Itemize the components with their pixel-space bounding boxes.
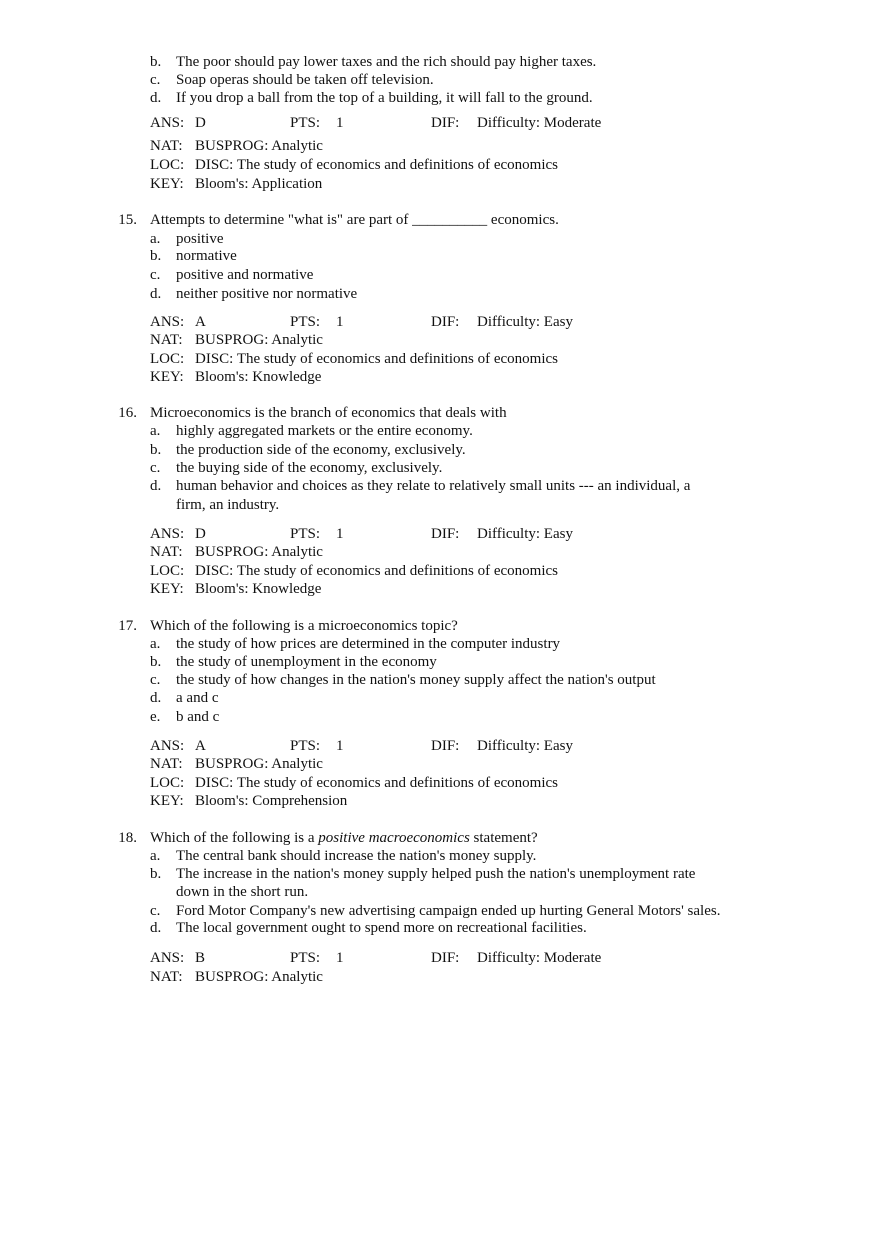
dif-label: DIF: (431, 738, 460, 754)
option-text: The central bank should increase the nation's money supply. (176, 848, 537, 864)
nat-value: BUSPROG: Analytic (195, 138, 323, 154)
option-letter: c. (150, 267, 161, 283)
option-text: the study of how changes in the nation's money supply affect the nation's output (176, 672, 656, 688)
loc-value: DISC: The study of economics and definitions of economics (195, 157, 558, 173)
nat-label: NAT: (150, 138, 183, 154)
option-text: a and c (176, 690, 219, 706)
nat-label: NAT: (150, 544, 183, 560)
ans-label: ANS: (150, 115, 185, 131)
nat-value: BUSPROG: Analytic (195, 969, 323, 985)
option-letter: b. (150, 442, 162, 458)
pts-value: 1 (336, 738, 344, 754)
option-letter: c. (150, 903, 161, 919)
dif-value: Difficulty: Easy (477, 314, 573, 330)
dif-label: DIF: (431, 526, 460, 542)
option-letter: a. (150, 636, 161, 652)
pts-label: PTS: (290, 314, 321, 330)
option-letter: c. (150, 672, 161, 688)
key-value: Bloom's: Knowledge (195, 581, 322, 597)
question-number: 18. (118, 830, 137, 846)
option-text: b and c (176, 709, 220, 725)
option-text: The increase in the nation's money supply helped push the nation's unemployment rate (176, 866, 696, 882)
option-text: Ford Motor Company's new advertising campaign ended up hurting General Motors' sales. (176, 903, 721, 919)
dif-label: DIF: (431, 314, 460, 330)
option-text: the production side of the economy, exclusively. (176, 442, 466, 458)
question-number: 17. (118, 618, 137, 634)
stem-prefix: Which of the following is a (150, 830, 319, 846)
dif-value: Difficulty: Moderate (477, 950, 602, 966)
dif-value: Difficulty: Moderate (477, 115, 602, 131)
pts-label: PTS: (290, 115, 321, 131)
option-text: positive (176, 231, 224, 247)
ans-value: A (195, 314, 206, 330)
nat-label: NAT: (150, 969, 183, 985)
question-stem (150, 829, 538, 847)
option-text: neither positive nor normative (176, 286, 358, 302)
pts-label: PTS: (290, 526, 321, 542)
stem-suffix: statement? (469, 830, 538, 846)
option-text: human behavior and choices as they relate to relatively small units --- an individual, a (176, 478, 691, 494)
question-stem: Attempts to determine "what is" are part of __________ economics. (150, 212, 559, 228)
option-letter: a. (150, 423, 161, 439)
option-text: Soap operas should be taken off television. (176, 72, 434, 88)
option-text-continued: down in the short run. (176, 884, 309, 900)
nat-label: NAT: (150, 756, 183, 772)
key-label: KEY: (150, 581, 184, 597)
nat-value: BUSPROG: Analytic (195, 332, 323, 348)
ans-value: D (195, 115, 206, 131)
option-text: the study of how prices are determined in the computer industry (176, 636, 561, 652)
key-label: KEY: (150, 793, 184, 809)
option-letter: b. (150, 54, 162, 70)
option-letter: d. (150, 478, 162, 494)
loc-value: DISC: The study of economics and definitions of economics (195, 351, 558, 367)
nat-value: BUSPROG: Analytic (195, 756, 323, 772)
pts-value: 1 (336, 526, 344, 542)
pts-value: 1 (336, 115, 344, 131)
key-label: KEY: (150, 369, 184, 385)
option-letter: d. (150, 920, 162, 936)
pts-label: PTS: (290, 950, 321, 966)
option-text: the buying side of the economy, exclusively. (176, 460, 443, 476)
option-text: If you drop a ball from the top of a building, it will fall to the ground. (176, 90, 593, 106)
question-stem: Which of the following is a microeconomics topic? (150, 618, 458, 634)
option-letter: e. (150, 709, 161, 725)
stem-italic: positive macroeconomics (318, 830, 470, 846)
dif-value: Difficulty: Easy (477, 738, 573, 754)
ans-value: B (195, 950, 206, 966)
option-letter: c. (150, 460, 161, 476)
question-number: 15. (118, 212, 137, 228)
loc-value: DISC: The study of economics and definitions of economics (195, 563, 558, 579)
loc-label: LOC: (150, 157, 185, 173)
option-letter: d. (150, 286, 162, 302)
ans-label: ANS: (150, 738, 185, 754)
option-letter: c. (150, 72, 161, 88)
ans-label: ANS: (150, 950, 185, 966)
option-text: The poor should pay lower taxes and the rich should pay higher taxes. (176, 54, 597, 70)
option-letter: d. (150, 90, 162, 106)
loc-label: LOC: (150, 351, 185, 367)
pts-value: 1 (336, 314, 344, 330)
option-text: The local government ought to spend more on recreational facilities. (176, 920, 587, 936)
option-letter: b. (150, 654, 162, 670)
dif-label: DIF: (431, 115, 460, 131)
option-text: the study of unemployment in the economy (176, 654, 437, 670)
nat-value: BUSPROG: Analytic (195, 544, 323, 560)
key-value: Bloom's: Comprehension (195, 793, 348, 809)
option-letter: d. (150, 690, 162, 706)
ans-label: ANS: (150, 526, 185, 542)
option-text-continued: firm, an industry. (176, 497, 280, 513)
dif-label: DIF: (431, 950, 460, 966)
question-stem: Microeconomics is the branch of economics that deals with (150, 405, 507, 421)
option-text: positive and normative (176, 267, 314, 283)
pts-value: 1 (336, 950, 344, 966)
option-letter: a. (150, 848, 161, 864)
question-number: 16. (118, 405, 137, 421)
key-value: Bloom's: Application (195, 176, 323, 192)
option-text: highly aggregated markets or the entire economy. (176, 423, 473, 439)
ans-label: ANS: (150, 314, 185, 330)
pts-label: PTS: (290, 738, 321, 754)
loc-value: DISC: The study of economics and definitions of economics (195, 775, 558, 791)
option-text: normative (176, 248, 237, 264)
key-value: Bloom's: Knowledge (195, 369, 322, 385)
ans-value: D (195, 526, 206, 542)
dif-value: Difficulty: Easy (477, 526, 573, 542)
nat-label: NAT: (150, 332, 183, 348)
option-letter: b. (150, 248, 162, 264)
key-label: KEY: (150, 176, 184, 192)
option-letter: a. (150, 231, 161, 247)
loc-label: LOC: (150, 563, 185, 579)
option-letter: b. (150, 866, 162, 882)
ans-value: A (195, 738, 206, 754)
loc-label: LOC: (150, 775, 185, 791)
